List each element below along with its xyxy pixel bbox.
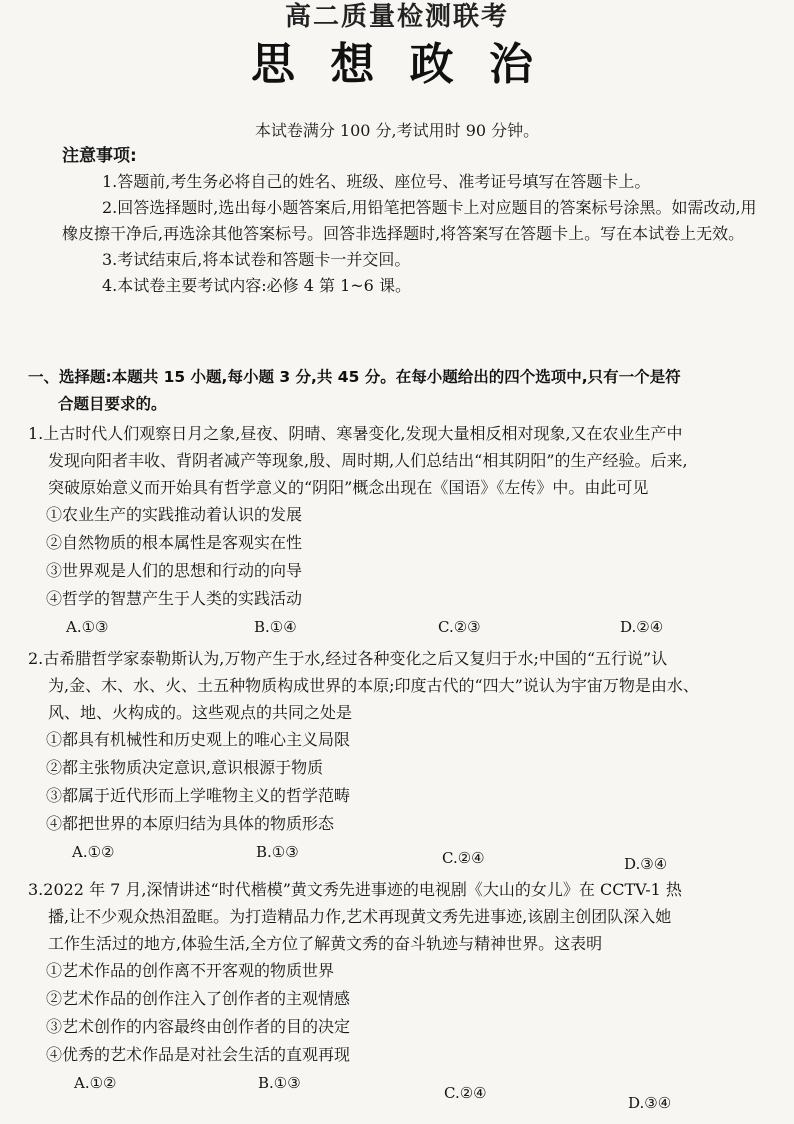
stem-line: 为,金、木、水、火、土五种物质构成世界的本原;印度古代的“四大”说认为宇宙万物是由水、 [48,676,699,695]
section-title-line: 合题目要求的。 [58,395,167,413]
notes-title: 注意事项: [62,146,137,166]
question-stem [28,645,768,726]
question-2 [28,645,768,873]
stem-line: 播,让不少观众热泪盈眶。为打造精品力作,艺术再现黄文秀先进事迹,该剧主创团队深入她 [48,907,672,926]
stem-line: 发现向阳者丰收、背阴者减产等现象,殷、周时期,人们总结出“相其阴阳”的生产经验。后来, [48,451,688,470]
question-3 [28,876,768,1112]
statement: ④优秀的艺术作品是对社会生活的直观再现 [46,1045,351,1064]
answer-choices [28,1069,768,1112]
section-title-line: 一、选择题:本题共 15 小题,每小题 3 分,共 45 分。在每小题给出的四个选项中,只有一个是符 [28,368,681,386]
statement: ②都主张物质决定意识,意识根源于物质 [46,758,324,777]
statement: ③艺术创作的内容最终由创作者的目的决定 [46,1017,351,1036]
stem-line: 突破原始意义而开始具有哲学意义的“阴阳”概念出现在《国语》《左传》中。由此可见 [48,478,649,497]
choice-b[interactable]: B.①④ [254,618,297,636]
stem-line: 工作生活过的地方,体验生活,全方位了解黄文秀的奋斗轨迹与精神世界。这表明 [48,934,603,953]
exam-subject-title: 思 想 政 治 [251,39,543,90]
note-item: 4.本试卷主要考试内容:必修 4 第 1~6 课。 [102,276,411,295]
question-stem [28,420,768,501]
exam-series-title: 高二质量检测联考 [284,2,509,32]
choice-c[interactable]: C.②③ [438,618,481,636]
stem-line: 2.古希腊哲学家泰勒斯认为,万物产生于水,经过各种变化之后又复归于水;中国的“五行说”认 [28,649,668,668]
note-item: 2.回答选择题时,选出每小题答案后,用铅笔把答题卡上对应题目的答案标号涂黑。如需改动,用橡皮擦干净后,再选涂其他答案标号。回答非选择题时,将答案写在答题卡上。写在本试卷上无效。 [62,198,757,243]
statement: ④都把世界的本原归结为具体的物质形态 [46,814,335,833]
statement: ①农业生产的实践推动着认识的发展 [46,505,303,524]
choice-d[interactable]: D.③④ [628,1094,672,1112]
stem-line: 1.上古时代人们观察日月之象,昼夜、阴晴、寒暑变化,发现大量相反相对现象,又在农业生产中 [28,424,683,443]
stem-line: 风、地、火构成的。这些观点的共同之处是 [48,703,353,722]
statement: ②自然物质的根本属性是客观实在性 [46,533,303,552]
statement: ②艺术作品的创作注入了创作者的主观情感 [46,989,351,1008]
choice-c[interactable]: C.②④ [442,849,485,867]
statement: ③都属于近代形而上学唯物主义的哲学范畴 [46,786,351,805]
choice-a[interactable]: A.①③ [66,618,109,636]
choice-c[interactable]: C.②④ [444,1084,487,1102]
note-item: 3.考试结束后,将本试卷和答题卡一并交回。 [102,250,411,269]
stem-line: 3.2022 年 7 月,深情讲述“时代楷模”黄文秀先进事迹的电视剧《大山的女儿》在 CCTV-1 热 [28,880,682,899]
answer-choices [28,613,768,641]
statement: ①艺术作品的创作离不开客观的物质世界 [46,961,335,980]
question-1 [28,420,768,641]
note-item: 1.答题前,考生务必将自己的姓名、班级、座位号、准考证号填写在答题卡上。 [102,172,651,191]
answer-choices [28,838,768,873]
choice-d[interactable]: D.③④ [624,855,668,873]
statement: ④哲学的智慧产生于人类的实践活动 [46,589,303,608]
choice-b[interactable]: B.①③ [258,1074,301,1092]
exam-notes [62,143,762,299]
choice-b[interactable]: B.①③ [256,843,299,861]
section-title [28,364,764,418]
choice-a[interactable]: A.①② [74,1074,117,1092]
score-info: 本试卷满分 100 分,考试用时 90 分钟。 [254,121,540,140]
question-stem [28,876,768,957]
choice-a[interactable]: A.①② [72,843,115,861]
statement: ①都具有机械性和历史观上的唯心主义局限 [46,730,351,749]
statement: ③世界观是人们的思想和行动的向导 [46,561,303,580]
choice-d[interactable]: D.②④ [620,618,664,636]
